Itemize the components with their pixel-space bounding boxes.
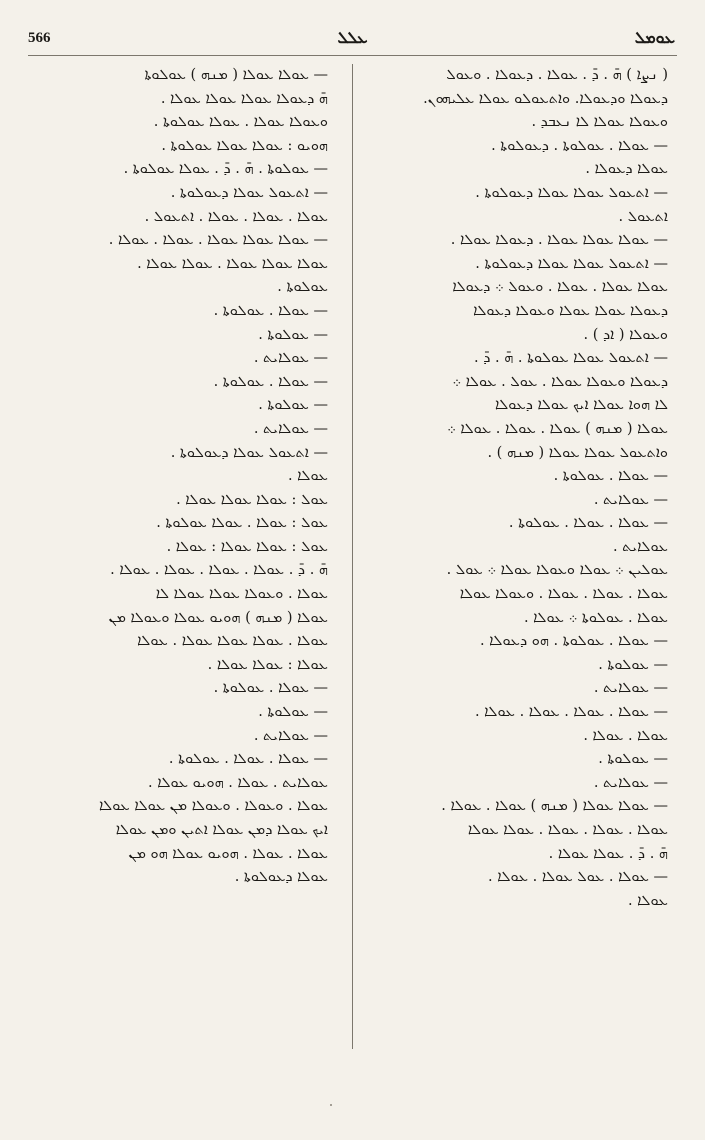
entry-line: — ܥܘܠܘܬܐ .	[258, 704, 328, 721]
entry-line: ܥܘܠܐ .	[627, 892, 668, 909]
column-divider	[352, 64, 353, 1049]
entry-line: ܠܐ ܗܘܐ ܥܘܠܐ ܐܝܟ ܥܘܠܐ ܕܥܘܠܐ	[494, 397, 668, 414]
entry-line: ܘܥܘܠܐ ܥܘܠܐ ܠܐ ܢܥܒܕ .	[531, 114, 668, 131]
entry-line: — ܥܘܠܐ . ܥܘܠܘܬܐ .	[553, 468, 668, 485]
entry-line: — ܥܘܠܐ . ܥܘܠܐ . ܥܘܠܘܬܐ .	[168, 751, 328, 768]
entry-line: ܕܥܘܠܐ ܘܥܘܠܐ ܥܘܠܐ . ܥܘܠ . ܥܘܠܐ ܀	[452, 373, 668, 390]
entry-line: — ܥܘܠܐܝܬ .	[593, 680, 668, 697]
entry-line: ܥܘܠ : ܥܘܠܐ ܥܘܠܐ : ܥܘܠܐ .	[166, 538, 328, 555]
entry-line: — ܥܘܠܐ . ܥܘܠܘܬܐ . ܗܘ ܕܥܘܠܐ .	[479, 633, 668, 650]
left-column	[28, 64, 328, 1064]
entry-line: ܕܥܘܠܐ ܥܘܠܐ ܥܘܠܐ ܘܥܘܠܐ ܕܥܘܠܐ	[473, 302, 668, 319]
entry-line: — ܥܘܠܐ ܥܘܠܐ ܥܘܠܐ . ܕܥܘܠܐ ܥܘܠܐ .	[450, 232, 668, 249]
entry-line: — ܥܘܠܐ . ܥܘܠܘܬܐ . ܕܥܘܠܘܬܐ .	[491, 137, 668, 154]
entry-line: — ܐܬܥܘܠ ܥܘܠܐ ܥܘܠܐ ܕܥܘܠܘܬܐ .	[475, 255, 668, 272]
entry-line: ܥܘܠ : ܥܘܠܐ ܥܘܠܐ ܥܘܠܐ .	[176, 491, 328, 508]
entry-line: ܥܘܠܝܢ ܀ ܥܘܠܐ ܘܥܘܠܐ ܥܘܠܐ ܀ ܥܘܠ .	[446, 562, 668, 579]
entry-line: — ܐܬܥܘܠ ܥܘܠܐ ܥܘܠܘܬܐ . ܗ̄ . ܕ̄ .	[473, 350, 668, 367]
entry-line: — ܥܘܠܐ . ܥܘܠܘܬܐ .	[213, 680, 328, 697]
entry-line: ܥܘܠ : ܥܘܠܐ . ܥܘܠܐ ܥܘܠܘܬܐ .	[156, 515, 328, 532]
entry-line: ܥܘܠܐ .	[287, 468, 328, 485]
entry-line: — ܥܘܠܘܬܐ .	[598, 751, 668, 768]
entry-line: ܘܥܘܠܐ ( ܐܕ ) .	[583, 326, 668, 343]
entry-line: ܥܘܠܐ ( ܡܢܗ ) ܗܘܝܘ ܥܘܠܐ ܘܥܘܠܐ ܡܢ	[108, 609, 328, 626]
entry-line: ܗ̄ . ܕ̄ . ܥܘܠܐ . ܥܘܠܐ . ܥܘܠܐ . ܥܘܠܐ .	[110, 562, 328, 579]
entry-line: ܥܘܠܐ . ܥܘܠܐ ܥܘܠܐ ܥܘܠܐ . ܥܘܠܐ	[137, 633, 328, 650]
entry-line: — ܐܬܥܘܠ ܥܘܠܐ ܕܥܘܠܘܬܐ .	[170, 184, 328, 201]
entry-line: ܗ̄ . ܕ̄ . ܥܘܠܐ ܥܘܠܐ .	[548, 845, 668, 862]
running-head: ܥܠܠ	[337, 28, 368, 47]
entry-line: ܥܘܠܘܬܐ .	[277, 279, 328, 296]
entry-line: ܘܥܘܠܐ ܥܘܠܐ . ܥܘܠܐ ܥܘܠܘܬܐ .	[153, 114, 328, 131]
entry-line: — ܥܘܠܐ . ܥܘܠܘܬܐ .	[213, 302, 328, 319]
entry-line: — ܐܬܥܘܠ ܥܘܠܐ ܥܘܠܐ ܕܥܘܠܘܬܐ .	[475, 184, 668, 201]
entry-line: — ܥܘܠܐܝܬ .	[593, 491, 668, 508]
entry-line: ܥܘܠܐ ܥܘܠܐ . ܥܘܠܐ . ܘܥܘܠ ܀ ܕܥܘܠܐ	[452, 279, 668, 296]
entry-line: — ܥܘܠܐ . ܥܘܠ ܥܘܠܐ . ܥܘܠܐ .	[488, 869, 668, 886]
entry-line: ܥܘܠܐ . ܥܘܠܐ . ܗܘܝܘ ܥܘܠܐ ܗܘ ܡܢ	[128, 845, 328, 862]
entry-line: ܥܘܠܐ . ܥܘܠܘܬܐ ܀ ܥܘܠܐ .	[523, 609, 668, 626]
entry-line: ܥܘܠܐ . ܘܥܘܠܐ ܥܘܠܐ ܥܘܠܐ ܠܐ	[155, 586, 328, 603]
entry-line: ܕܥܘܠܐ ܘܕܥܘܠܐ. ܘܐܬܥܘܠܘ ܥܘܠܐ ܥܠܝܗܘܢ.	[423, 90, 668, 107]
entry-line: — ܥܘܠܐ . ܥܘܠܐ . ܥܘܠܘܬܐ .	[508, 515, 668, 532]
entry-line: — ܥܘܠܐܝܬ .	[253, 727, 328, 744]
entry-line: — ܥܘܠܘܬܐ .	[258, 397, 328, 414]
entry-line: — ܥܘܠܘܬܐ . ܗ̄ . ܕ̄ . ܥܘܠܐ ܥܘܠܘܬܐ .	[123, 161, 328, 178]
entry-line: — ܐܬܥܘܠ ܥܘܠܐ ܕܥܘܠܘܬܐ .	[170, 444, 328, 461]
entry-line: ܐܬܥܘܠ .	[618, 208, 668, 225]
entry-line: ܥܘܠܐ . ܥܘܠܐ . ܥܘܠܐ . ܥܘܠܐ ܥܘܠܐ	[467, 822, 668, 838]
entry-line: ܗ̄ ܕܥܘܠܐ ܥܘܠܐ ܥܘܠܐ ܥܘܠܐ .	[160, 90, 328, 107]
entry-line: — ܥܘܠܘܬܐ .	[598, 656, 668, 673]
entry-line: ܥܘܠܐ ܥܘܠܐ ܥܘܠܐ . ܥܘܠܐ ܥܘܠܐ .	[137, 255, 328, 272]
entry-line: ܥܘܠܐ ܕܥܘܠܘܬܐ .	[234, 869, 328, 886]
entry-line: ܥܘܠܐܝܬ . ܥܘܠܐ . ܗܘܝܘ ܥܘܠܐ .	[148, 774, 328, 791]
entry-line: — ܥܘܠܐ . ܥܘܠܐ . ܥܘܠܐ . ܥܘܠܐ .	[474, 704, 668, 721]
headword-range: ܥܘܡܠ	[634, 28, 675, 47]
entry-line: ܥܘܠܐ : ܥܘܠܐ ܥܘܠܐ .	[207, 656, 328, 673]
entry-line: ܘܐܬܥܘܠ ܥܘܠܐ ܥܘܠܐ ( ܡܢܗ ) .	[487, 444, 668, 461]
right-column	[368, 64, 668, 1064]
entry-line: — ܥܘܠܐܝܬ .	[253, 420, 328, 437]
entry-line: ܥܘܠܐܝܬ .	[612, 538, 668, 555]
entry-line: ܥܘܠܐ . ܘܥܘܠܐ . ܘܥܘܠܐ ܡܢ ܥܘܠܐ ܥܘܠܐ	[98, 798, 328, 815]
entry-line: ( ܢܨܐ ) ܗ̄ . ܕ̄ . ܥܘܠܐ . ܕܥܘܠܐ . ܘܥܘܠ	[446, 67, 668, 83]
entry-line: ܥܘܠܐ . ܥܘܠܐ .	[583, 727, 668, 744]
page-number: 566	[28, 30, 51, 46]
entry-line: ܐܝܟ ܥܘܠܐ ܕܡܢ ܥܘܠܐ ܐܬܝܢ ܘܡܢ ܥܘܠܐ	[115, 822, 328, 838]
entry-line: ܥܘܠܐ . ܥܘܠܐ . ܥܘܠܐ . ܐܬܥܘܠ .	[144, 208, 328, 225]
header-rule	[28, 55, 677, 56]
entry-line: — ܥܘܠܐ ܥܘܠܐ ܥܘܠܐ . ܥܘܠܐ . ܥܘܠܐ .	[108, 232, 328, 249]
entry-line: ܥܘܠܐ ( ܡܢܗ ) ܥܘܠܐ . ܥܘܠܐ . ܥܘܠܐ ܀	[447, 420, 668, 437]
entry-line: — ܥܘܠܘܬܐ .	[258, 326, 328, 343]
entry-line: — ܥܘܠܐܝܬ .	[253, 350, 328, 367]
entry-line: ܥܘܠܐ . ܥܘܠܐ . ܥܘܠܐ . ܘܥܘܠܐ ܥܘܠܐ	[459, 586, 668, 603]
paper-speck	[330, 1104, 332, 1106]
entry-line: ܥܘܠܐ ܕܥܘܠܐ .	[585, 161, 668, 178]
entry-line: — ܥܘܠܐ ܥܘܠܐ ( ܡܢܗ ) ܥܘܠܘܬܐ	[144, 67, 328, 83]
entry-line: — ܥܘܠܐ ܥܘܠܐ ( ܡܢܗ ) ܥܘܠܐ . ܥܘܠܐ .	[441, 798, 668, 815]
entry-line: ܗܘܝܘ : ܥܘܠܐ ܥܘܠܐ ܥܘܠܘܬܐ .	[161, 137, 328, 154]
entry-line: — ܥܘܠܐܝܬ .	[593, 774, 668, 791]
entry-line: — ܥܘܠܐ . ܥܘܠܘܬܐ .	[213, 373, 328, 390]
